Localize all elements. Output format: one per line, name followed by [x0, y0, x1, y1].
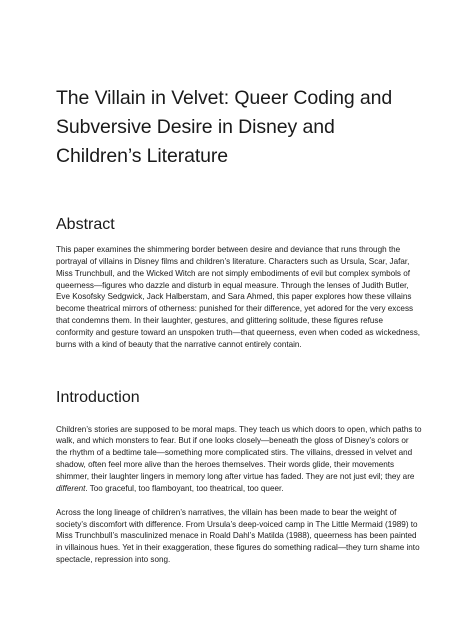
abstract-paragraph: This paper examines the shimmering border between desire and deviance that runs through the portrayal of villains in Disney films and children’s literature. Characters such as Ursula, Scar, Jafar, Miss Trunchbull, and the Wicked Witch are not simply embodiments of evil but complex symbols of queerness—figures who dazzle and disturb in equal measure. Through the lenses of Judith Butler, Eve Kosofsky Sedgwick, Jack Halberstam, and Sara Ahmed, this paper explores how these villains become theatrical mirrors of otherness: punished for their difference, yet adored for the very excess that condemns them. In their laughter, gestures, and glittering solitude, these figures refuse conformity and gesture toward an unspoken truth—that queerness, even when coded as wickedness, burns with a kind of beauty that the narrative cannot entirely contain.	[56, 245, 421, 349]
document-title: The Villain in Velvet: Queer Coding and Subversive Desire in Disney and Children’s Literature	[56, 87, 393, 167]
introduction-paragraph-1-tail: . Too graceful, too flamboyant, too theatrical, too queer.	[85, 483, 284, 493]
introduction-emphasis: different	[56, 483, 86, 493]
document-body	[56, 84, 422, 566]
introduction-paragraph-1-text: Children’s stories are supposed to be moral maps. They teach us which doors to open, which paths to walk, and which monsters to fear. But if one looks closely—beneath the gloss of Disney’s colors or the rhythm of a bedtime tale—something more complicated stirs. The villains, dressed in velvet and shadow, often feel more alive than the heroes themselves. Their words glide, their movements shimmer, their laughter lingers in memory long after virtue has faded. They are not just evil; they are	[56, 424, 422, 481]
introduction-paragraph-2: Across the long lineage of children’s narratives, the villain has been made to bear the weight of society’s discomfort with difference. From Ursula’s deep-voiced camp in The Little Mermaid (1989) to Miss Trunchbull’s masculinized menace in Roald Dahl’s Matilda (1988), queerness has been painted in villainous hues. Yet in their exaggeration, these figures do something radical—they turn shame into spectacle, repression into song.	[56, 507, 420, 565]
abstract-heading: Abstract	[56, 216, 115, 233]
introduction-heading: Introduction	[56, 388, 140, 406]
introduction-paragraph-1	[56, 424, 422, 495]
